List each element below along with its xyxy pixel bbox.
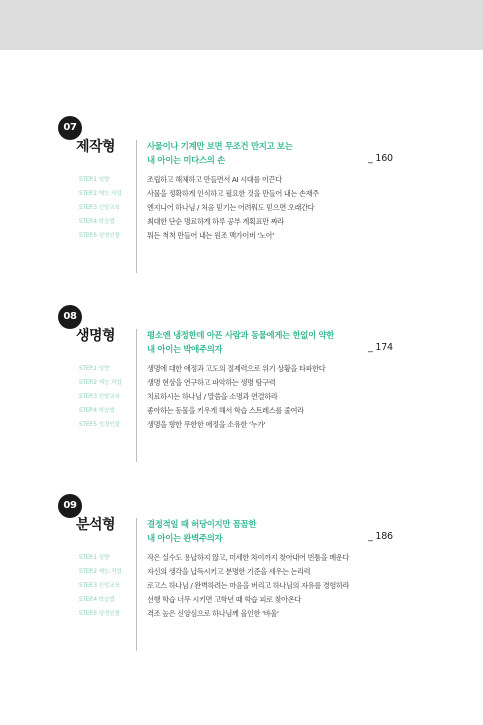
page-reference: _ 174 bbox=[368, 342, 393, 353]
step-label: STEP.4 학습법 bbox=[79, 408, 115, 414]
step-text: 생명에 대한 애정과 고도의 절제력으로 위기 상황을 타파한다 bbox=[147, 364, 326, 373]
subtitle-line: 내 아이는 박애주의자 bbox=[147, 344, 223, 354]
step-label: STEP.4 학습법 bbox=[79, 219, 115, 225]
type-name: 분석형 bbox=[76, 517, 116, 533]
step-text: 격조 높은 신앙심으로 하나님께 올인한 '바울' bbox=[147, 609, 279, 618]
top-gray-bar bbox=[0, 0, 483, 50]
type-name: 제작형 bbox=[76, 139, 116, 155]
step-row bbox=[0, 376, 483, 390]
type-subtitle bbox=[147, 328, 334, 356]
step-row bbox=[0, 229, 483, 243]
step-text: 조립하고 해체하고 만들면서 AI 시대를 이끈다 bbox=[147, 175, 282, 184]
page-reference: _ 186 bbox=[368, 531, 393, 542]
section-number-badge: 08 bbox=[58, 305, 82, 329]
step-text: 자신의 생각을 납득시키고 분명한 기준을 세우는 논리력 bbox=[147, 567, 311, 576]
subtitle-line: 결정적일 때 허당이지만 꼼꼼한 bbox=[147, 519, 257, 529]
type-subtitle bbox=[147, 517, 256, 545]
section-number-badge: 09 bbox=[58, 494, 82, 518]
step-row bbox=[0, 187, 483, 201]
subtitle-line: 사물이나 기계만 보면 무조건 만지고 보는 bbox=[147, 141, 293, 151]
step-row bbox=[0, 565, 483, 579]
step-label: STEP.5 성경인물 bbox=[79, 611, 121, 617]
step-label: STEP.3 신앙교육 bbox=[79, 583, 121, 589]
type-subtitle bbox=[147, 139, 293, 167]
step-text: 로고스 하나님 / 완벽하려는 마음을 버리고 하나님의 자유를 경험하라 bbox=[147, 581, 350, 590]
step-label: STEP.2 재능.직업 bbox=[79, 569, 122, 575]
step-label: STEP.1 성향 bbox=[79, 555, 110, 561]
subtitle-line: 내 아이는 완벽주의자 bbox=[147, 533, 223, 543]
step-text: 작은 실수도 용납하지 않고, 미세한 차이까지 찾아내어 빈틈을 메운다 bbox=[147, 553, 350, 562]
step-row bbox=[0, 579, 483, 593]
section-number-badge: 07 bbox=[58, 116, 82, 140]
step-text: 좋아하는 동물을 키우게 해서 학습 스트레스를 줄여라 bbox=[147, 406, 304, 415]
step-text: 선행 학습 너무 시키면 고학년 때 학습 피로 찾아온다 bbox=[147, 595, 301, 604]
step-label: STEP.4 학습법 bbox=[79, 597, 115, 603]
step-row bbox=[0, 201, 483, 215]
step-text: 생명 현상을 연구하고 파악하는 생명 탐구력 bbox=[147, 378, 276, 387]
step-label: STEP.3 신앙교육 bbox=[79, 394, 121, 400]
step-row bbox=[0, 593, 483, 607]
step-label: STEP.3 신앙교육 bbox=[79, 205, 121, 211]
step-text: 치료하시는 하나님 / 말씀을 소명과 연결하라 bbox=[147, 392, 278, 401]
subtitle-line: 내 아이는 미다스의 손 bbox=[147, 155, 225, 165]
step-label: STEP.2 재능.직업 bbox=[79, 191, 122, 197]
step-text: 엔지니어 하나님 / 처음 믿기는 어려워도 믿으면 오래간다 bbox=[147, 203, 315, 212]
step-text: 뭐든 척척 만들어 내는 원조 맥가이버 '노아' bbox=[147, 231, 274, 240]
step-label: STEP.1 성향 bbox=[79, 177, 110, 183]
step-row bbox=[0, 607, 483, 621]
step-row bbox=[0, 362, 483, 376]
step-text: 생명을 향한 무한한 애정을 소유한 '누가' bbox=[147, 420, 266, 429]
step-row bbox=[0, 215, 483, 229]
step-row bbox=[0, 390, 483, 404]
page-reference: _ 160 bbox=[368, 153, 393, 164]
step-row bbox=[0, 173, 483, 187]
step-text: 최대한 단순 명료하게 하루 공부 계획표만 짜라 bbox=[147, 217, 284, 226]
step-label: STEP.5 성경인물 bbox=[79, 233, 121, 239]
subtitle-line: 평소엔 냉정한데 아픈 사람과 동물에게는 한없이 약한 bbox=[147, 330, 335, 340]
step-row bbox=[0, 404, 483, 418]
step-label: STEP.1 성향 bbox=[79, 366, 110, 372]
step-row bbox=[0, 551, 483, 565]
step-label: STEP.5 성경인물 bbox=[79, 422, 121, 428]
step-label: STEP.2 재능.직업 bbox=[79, 380, 122, 386]
type-name: 생명형 bbox=[76, 328, 116, 344]
step-row bbox=[0, 418, 483, 432]
step-text: 사물을 정확하게 인식하고 필요한 것을 만들어 내는 손재주 bbox=[147, 189, 319, 198]
